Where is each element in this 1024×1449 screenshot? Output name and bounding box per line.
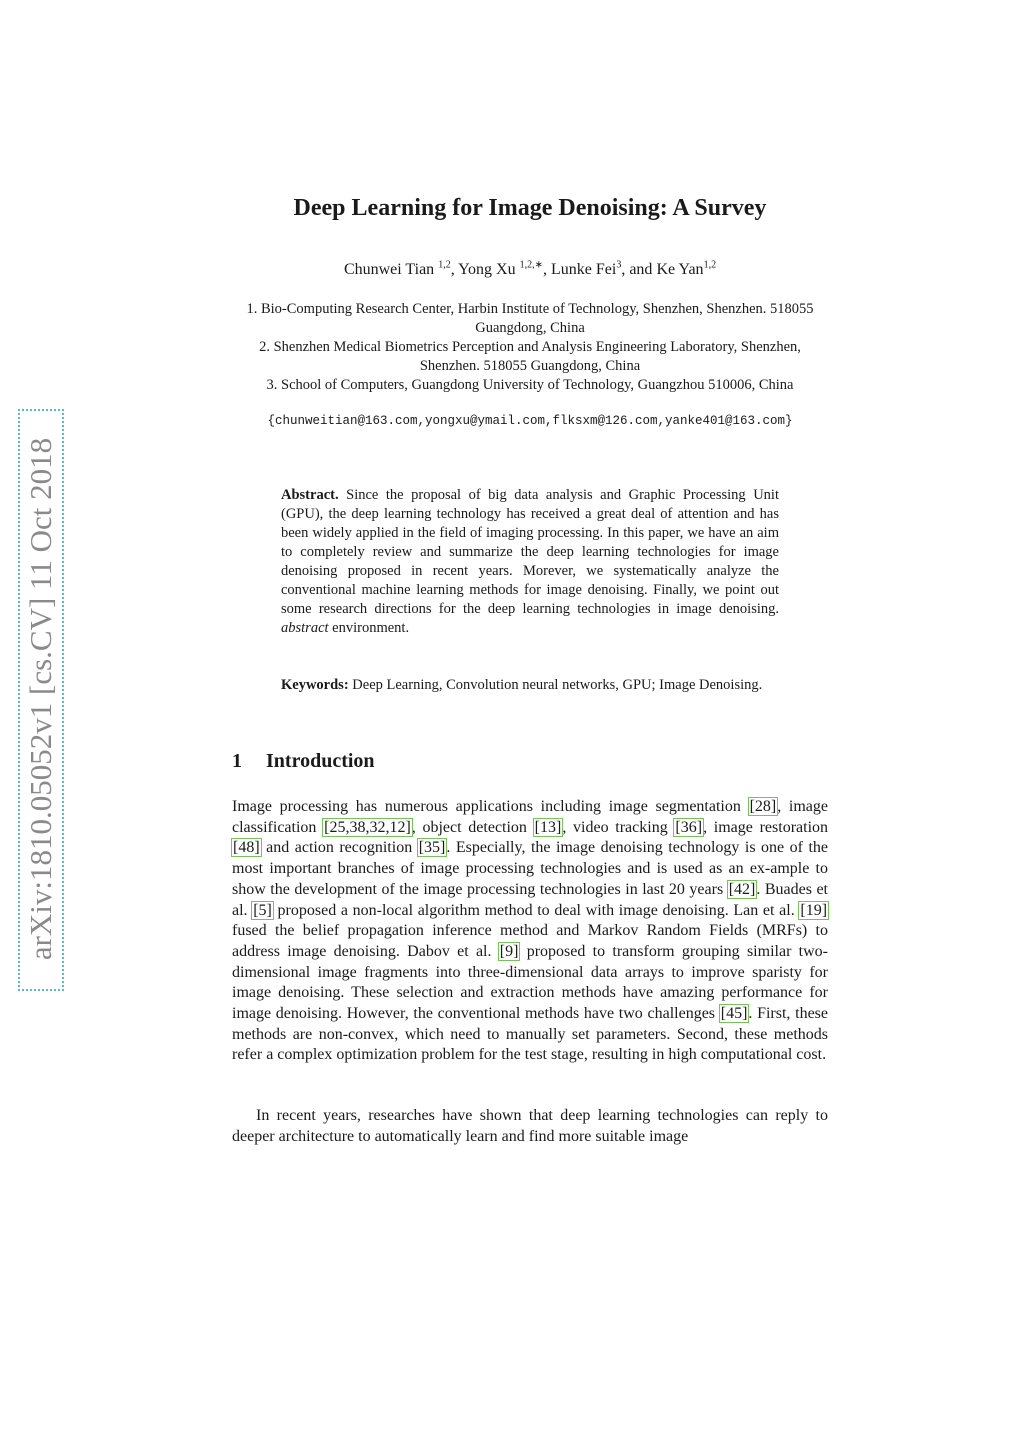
paragraph-text: proposed to transform grouping similar two-dimensional image fragments into three-dimensional data arrays to improve sparisty for image denoising. These selection and extraction methods have amazing performance for image denoising. However, the conventional methods have two challenges (232, 942, 829, 1023)
citation-link[interactable]: [9] (499, 942, 519, 960)
paragraph-text: fused the belief propagation inference method and Markov Random Fields (MRFs) to address image denoising. Dabov et al. (232, 922, 828, 960)
paragraph-text: . Buades et al. (232, 880, 828, 919)
abstract-text: Since the proposal of big data analysis and Graphic Processing Unit (GPU), the deep learning technology has received a great deal of attention and has been widely applied in the field of imaging processing. In this paper, we have an aim to completely review and summarize the deep learning technologies for image denoising proposed in recent years. Morever, we systematically analyze the conventional machine learning methods for image denoising. Finally, we point out some research directions for the deep learning technologies in image denoising. (281, 487, 779, 617)
author: Chunwei Tian $^{1,2}$, (343, 260, 459, 279)
section-number: 1 (232, 750, 242, 772)
section-heading (232, 750, 375, 773)
author: Yong Xu $^{1,2,∗}$, (458, 260, 551, 279)
paragraph-text: proposed a non-local algorithm method to deal with image denoising. Lan et al. (272, 901, 800, 919)
abstract (281, 486, 779, 638)
intro-paragraph-1 (232, 797, 828, 1066)
paragraph-text: and action recognition (260, 839, 418, 857)
citation-link[interactable]: [19] (800, 901, 828, 919)
keywords-text: Deep Learning, Convolution neural networks, GPU; Image Denoising. (352, 677, 763, 693)
paragraph-text: Image processing has numerous applications including image segmentation (232, 798, 749, 815)
citation-link[interactable]: [48] (233, 839, 260, 857)
citation-link[interactable]: [13] (534, 818, 562, 836)
section-title: Introduction (266, 750, 375, 772)
paragraph-text: , image restoration (703, 818, 829, 836)
arxiv-identifier: arXiv:1810.05052v1 [cs.CV] 11 Oct 2018 (23, 437, 58, 961)
intro-paragraph-2: In recent years, researches have shown that deep learning technologies can reply to deeper architecture to automatically learn and find more suitable image (232, 1107, 828, 1145)
author-list (200, 260, 860, 279)
abstract-label: Abstract. (281, 487, 339, 503)
affiliation: 2. Shenzhen Medical Biometrics Perception and Analysis Engineering Laboratory, Shenzhen, Shenzhen. 518055 Guangdong, China (259, 339, 801, 374)
citation-link[interactable]: [25,38,32,12] (324, 818, 411, 836)
paragraph-text: , video tracking (562, 818, 675, 836)
paragraph-text: . Especially, the image denoising technology is one of the most important branches of image processing technologies and is used as an ex-ample to show the development of the image processing technologies in last 20 years (232, 839, 829, 898)
affiliation: 1. Bio-Computing Research Center, Harbin Institute of Technology, Shenzhen, Shenzhen. 518055 Guangdong, China (246, 301, 814, 336)
citation-link[interactable]: [42] (728, 880, 756, 898)
paragraph-text: , image classification (232, 798, 829, 836)
paragraph-text: , object detection (411, 818, 534, 836)
abstract-italic: abstract (281, 620, 329, 636)
citation-link[interactable]: [28] (749, 798, 777, 815)
paper-title: Deep Learning for Image Denoising: A Survey (293, 195, 767, 221)
paragraph-text: . First, these methods are non-convex, which need to manually set parameters. Second, these methods refer a complex optimization problem for the test stage, resulting in high computational cost. (232, 1005, 829, 1064)
keywords-label: Keywords: (281, 677, 349, 693)
keywords (281, 676, 779, 695)
citation-link[interactable]: [45] (720, 1005, 748, 1023)
author-emails: {chunweitian@163.com,yongxu@ymail.com,flksxm@126.com,yanke401@163.com} (267, 414, 793, 428)
citation-link[interactable]: [5] (253, 901, 272, 919)
affiliation: 3. School of Computers, Guangdong University of Technology, Guangzhou 510006, China (266, 377, 794, 393)
abstract-tail: environment. (332, 620, 410, 636)
author: Lunke Fei$^3$, and (551, 260, 657, 279)
citation-link[interactable]: [35] (418, 839, 446, 857)
affiliations (230, 300, 830, 395)
citation-link[interactable]: [36] (675, 818, 703, 836)
author: Ke Yan$^{1,2}$ (656, 260, 717, 279)
